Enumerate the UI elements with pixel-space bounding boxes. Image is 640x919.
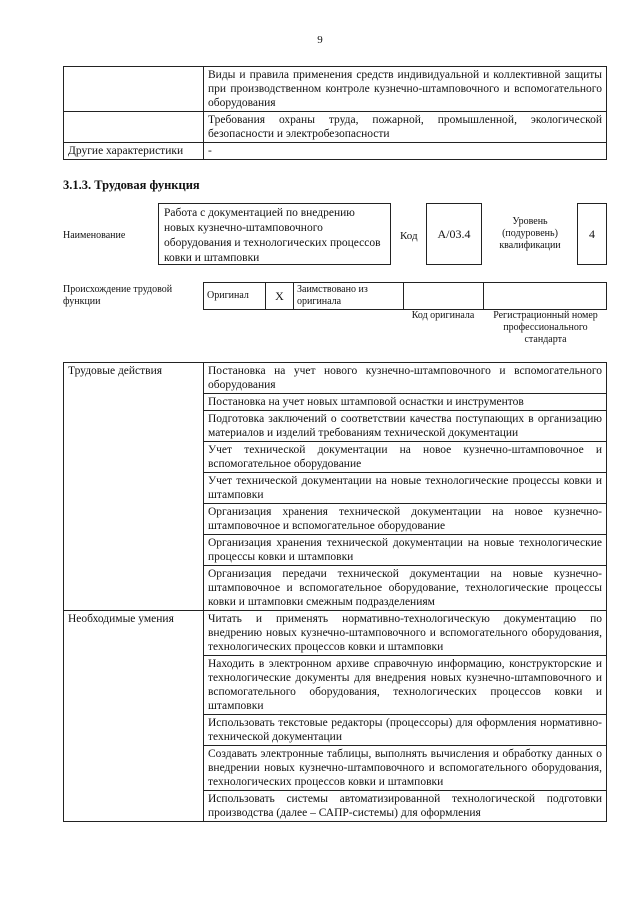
table-row bbox=[64, 363, 607, 394]
list-item: Использовать текстовые редакторы (процессоры) для оформления нормативно-технической документации bbox=[204, 715, 607, 746]
page-number: 9 bbox=[317, 34, 323, 46]
group-label: Трудовые действия bbox=[64, 363, 204, 611]
list-item: Постановка на учет нового кузнечно-штамповочного и вспомогательного оборудования bbox=[204, 363, 607, 394]
list-item: Создавать электронные таблицы, выполнять вычисления и обработку данных о внедрении новых кузнечно-штамповочного и вспомогательного оборудования, технологических процессов ковки и штамповки bbox=[204, 746, 607, 791]
row-label: Другие характеристики bbox=[64, 143, 204, 160]
list-item: Организация передачи технической документации на новые кузнечно-штамповочное и вспомогательное оборудование, технологические процессы ковки и штамповки смежным подразделениям bbox=[204, 566, 607, 611]
function-code-box bbox=[426, 203, 482, 265]
code-label: Код bbox=[400, 230, 418, 242]
row-label bbox=[64, 112, 204, 143]
list-item: Постановка на учет новых штамповой оснастки и инструментов bbox=[204, 394, 607, 411]
function-code-value: А/03.4 bbox=[437, 226, 471, 241]
list-item: Организация хранения технической документации на новое кузнечно-штамповочное и вспомогательное оборудование bbox=[204, 504, 607, 535]
code-original-cell bbox=[404, 283, 484, 310]
function-name-box: Работа с документацией по внедрению новых кузнечно-штамповочного оборудования и технологических процессов ковки и штамповки bbox=[158, 203, 391, 265]
row-value: - bbox=[204, 143, 607, 160]
reg-number-caption: Регистрационный номер профессионального стандарта bbox=[493, 310, 598, 345]
row-label bbox=[64, 67, 204, 112]
origin-label: Происхождение трудовой функции bbox=[63, 284, 173, 307]
main-table bbox=[63, 362, 607, 822]
original-mark: X bbox=[266, 283, 294, 310]
reg-number-cell bbox=[484, 283, 607, 310]
group-label: Необходимые умения bbox=[64, 611, 204, 822]
top-table bbox=[63, 66, 607, 160]
origin-table bbox=[203, 282, 607, 310]
row-value: Виды и правила применения средств индивидуальной и коллективной защиты при производственном контроле кузнечно-штамповочного и вспомогательного оборудования bbox=[204, 67, 607, 112]
table-row bbox=[64, 611, 607, 656]
table-row bbox=[64, 143, 607, 160]
original-label: Оригинал bbox=[204, 283, 266, 310]
section-heading: 3.1.3. Трудовая функция bbox=[63, 178, 200, 192]
list-item: Подготовка заключений о соответствии качества поступающих в организацию материалов и изделий требованиям технической документации bbox=[204, 411, 607, 442]
borrowed-label: Заимствовано из оригинала bbox=[294, 283, 404, 310]
level-value: 4 bbox=[589, 226, 595, 241]
table-row bbox=[204, 283, 607, 310]
level-label: Уровень (подуровень) квалификации bbox=[499, 216, 561, 251]
list-item: Учет технической документации на новые технологические процессы ковки и штамповки bbox=[204, 473, 607, 504]
level-box bbox=[577, 203, 607, 265]
table-row bbox=[64, 112, 607, 143]
list-item: Читать и применять нормативно-технологическую документацию по внедрению новых кузнечно-штамповочного и вспомогательного оборудования, технологических процессов ковки и штамповки bbox=[204, 611, 607, 656]
list-item: Использовать системы автоматизированной технологической подготовки производства (далее – САПР-системы) для оформления bbox=[204, 791, 607, 822]
name-label: Наименование bbox=[63, 230, 126, 241]
code-original-caption: Код оригинала bbox=[411, 310, 475, 321]
row-value: Требования охраны труда, пожарной, промышленной, экологической безопасности и электробезопасности bbox=[204, 112, 607, 143]
table-row bbox=[64, 67, 607, 112]
list-item: Находить в электронном архиве справочную информацию, конструкторские и технологические документы для внедрения новых кузнечно-штамповочного и вспомогательного оборудования, технологических процессов ковки и штамповки bbox=[204, 656, 607, 715]
list-item: Учет технической документации на новое кузнечно-штамповочное и вспомогательное оборудование bbox=[204, 442, 607, 473]
list-item: Организация хранения технической документации на новые технологические процессы ковки и штамповки bbox=[204, 535, 607, 566]
